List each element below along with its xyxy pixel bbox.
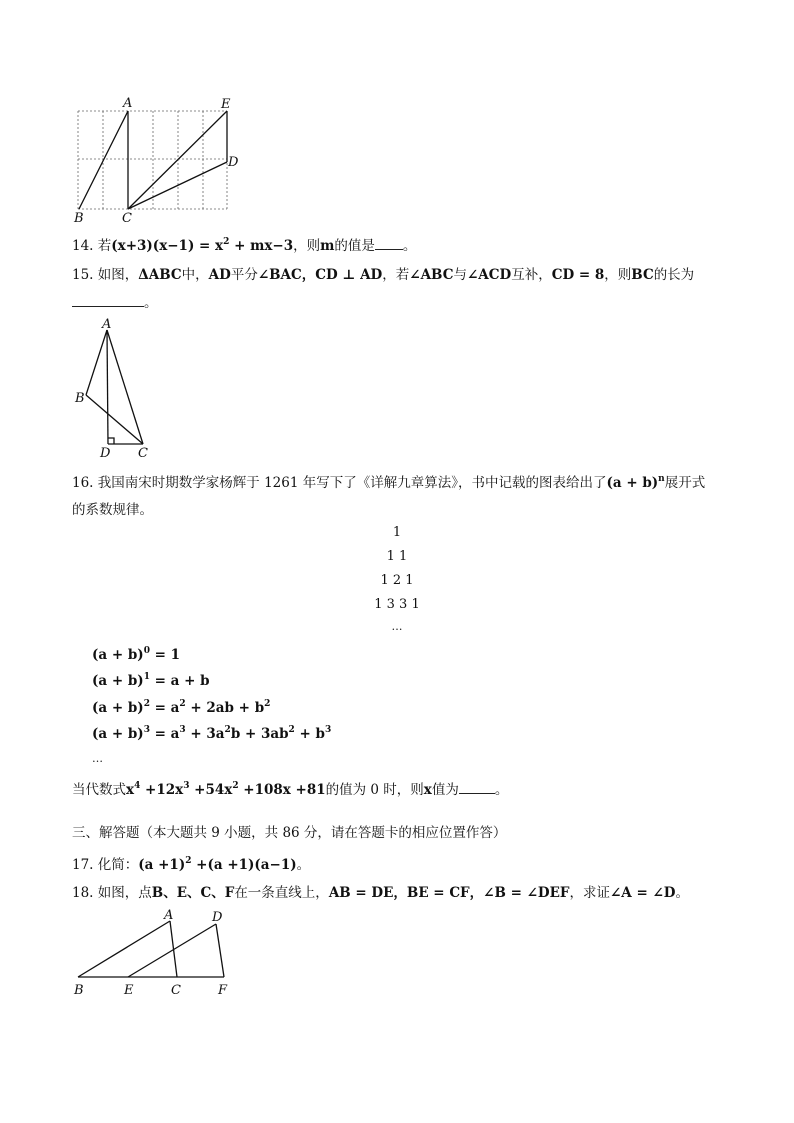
expansion-3: $(a + b)^3 = a^3 + 3a^2b + 3ab^2 + b^3$	[92, 725, 332, 742]
fig18-label-e: E	[124, 983, 134, 998]
q14-number: 14.	[72, 238, 94, 254]
figure-two-triangles	[70, 904, 240, 1000]
fig13-label-a: A	[123, 96, 133, 111]
q15-answer-blank[interactable]	[72, 294, 144, 307]
q14-expression: $(x+3)(x-1) = x^2 + mx-3$	[111, 237, 294, 254]
pascal-row-ellipsis: …	[391, 620, 403, 633]
q14-text-b: ，则	[293, 238, 321, 254]
q14-answer-blank[interactable]	[375, 237, 403, 250]
expansion-ellipsis: …	[92, 752, 103, 765]
fig15-label-b: B	[75, 391, 85, 406]
section-heading-3: 三、解答题（本大题共 9 小题，共 86 分，请在答题卡的相应位置作答）	[72, 825, 507, 841]
question-16-part-b: 当代数式$x^4 +12x^3 +54x^2 +108x +81$的值为 0 时，则x值为 。	[72, 781, 509, 798]
question-15-answer-line: 。	[72, 291, 158, 311]
pascal-row-4: 1 3 3 1	[374, 597, 420, 612]
question-16-line-2: 的系数规律。	[72, 502, 153, 518]
fig18-label-f: F	[218, 983, 228, 998]
expansion-0: $(a + b)^0 = 1$	[92, 646, 181, 663]
figure-triangle-abc	[70, 314, 160, 460]
fig13-label-e: E	[221, 97, 231, 112]
question-18: 18. 如图，点B、E、C、F在一条直线上，AB = DE，BE = CF，∠B = ∠DEF，求证∠A = ∠D。	[72, 885, 690, 901]
question-15: 15. 如图，ΔABC中，AD平分∠BAC，CD ⊥ AD，若∠ABC与∠ACD互补，CD = 8，则BC的长为	[72, 267, 695, 283]
q14-var: m	[320, 238, 335, 254]
fig15-label-a: A	[102, 317, 112, 332]
expansion-2: $(a + b)^2 = a^2 + 2ab + b^2$	[92, 699, 271, 716]
fig18-label-d: D	[212, 910, 223, 925]
fig13-label-d: D	[228, 155, 239, 170]
fig15-label-c: C	[138, 446, 148, 460]
fig18-label-b: B	[74, 983, 84, 998]
q15-number: 15.	[72, 267, 94, 283]
pascal-row-1: 1	[392, 525, 402, 540]
expansion-1: $(a + b)^1 = a + b$	[92, 672, 210, 689]
fig15-label-d: D	[100, 446, 111, 460]
question-17: 17. 化简：$(a +1)^2 +(a +1)(a-1)$。	[72, 856, 311, 873]
fig13-label-b: B	[74, 211, 84, 226]
q14-text: 若	[97, 238, 112, 254]
figure-grid-triangles	[70, 96, 250, 226]
q16-number: 16.	[72, 475, 94, 491]
pascal-row-3: 1 2 1	[380, 573, 414, 588]
q14-text-c: 的值是	[334, 238, 375, 254]
fig18-label-a: A	[164, 908, 174, 923]
fig18-label-c: C	[171, 983, 181, 998]
question-16: 16. 我国南宋时期数学家杨辉于 1261 年写下了《详解九章算法》，书中记载的图表给出了$(a + b)^n$展开式	[72, 474, 706, 491]
fig13-label-c: C	[122, 211, 132, 226]
question-14: 14. 若$(x+3)(x-1) = x^2 + mx-3$，则m的值是 。	[72, 237, 417, 254]
q16-answer-blank[interactable]	[459, 781, 495, 794]
pascal-row-2: 1 1	[386, 549, 408, 564]
